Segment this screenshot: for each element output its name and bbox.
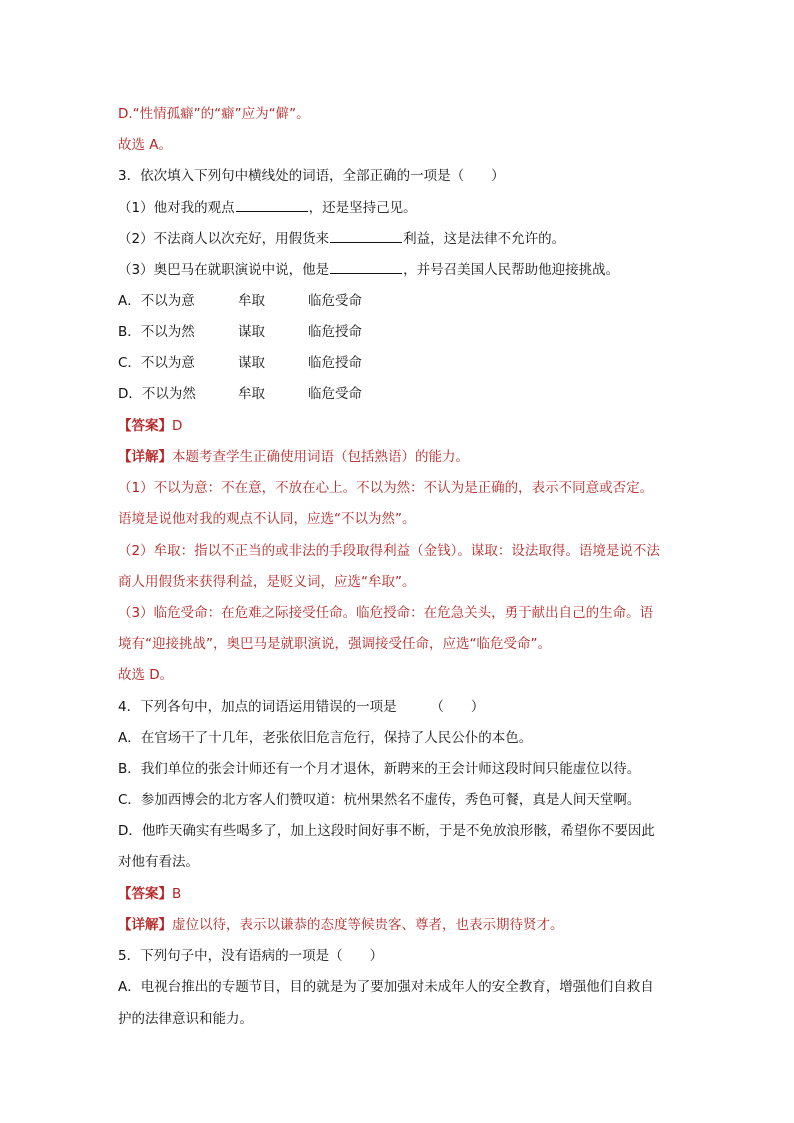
q4-detail-tag: 【详解】 [118,917,172,933]
q3-answer-tag: 【答案】 [118,418,172,434]
q3-option-b [118,322,362,342]
q4-answer-value: B [172,886,182,902]
q3-option-a-word-3: 临危受命 [308,293,362,309]
q5-option-a-line-2: 护的法律意识和能力。 [118,1011,253,1027]
q3-s3-pre: （3）奥巴马在就职演说中说，他是 [118,262,330,278]
q4-detail [118,915,564,935]
q3-option-c-word-2: 谋取 [238,355,265,371]
q4-option-a: A．在官场干了十几年，老张依旧危言危行，保持了人民公仆的本色。 [118,730,533,746]
q3-option-d-word-1: D．不以为然 [118,386,196,402]
q4-answer-tag: 【答案】 [118,886,172,902]
q3-option-a-word-2: 牟取 [238,293,265,309]
q3-sentence-1 [118,198,417,218]
q3-choose: 故选 D。 [118,667,174,683]
q4-answer [118,884,181,904]
q3-blank-1 [236,198,308,212]
q4-option-d-line-2: 对他有看法。 [118,854,199,870]
q5-option-a-line-1: A．电视台推出的专题节目，目的就是为了要加强对未成年人的安全教育，增强他们自救自 [118,979,654,995]
q3-explain-1-line-1: （1）不以为意：不在意，不放在心上。不以为然：不认为是正确的，表示不同意或否定。 [118,480,654,496]
q3-explain-2-line-2: 商人用假货来获得利益，是贬义词，应选“牟取”。 [118,574,416,590]
q3-s1-pre: （1）他对我的观点 [118,200,235,216]
q4-detail-text: 虚位以待，表示以谦恭的态度等候贵客、尊者，也表示期待贤才。 [172,917,564,933]
q3-explain-3-line-2: 境有“迎接挑战”，奥巴马是就职演说，强调接受任命，应选“临危受命”。 [118,636,551,652]
q3-blank-3 [330,260,402,274]
q3-s2-post: 利益，这是法律不允许的。 [403,231,566,247]
q3-option-a-word-1: A．不以为意 [118,293,195,309]
q3-stem: 3．依次填入下列句中横线处的词语，全部正确的一项是（ ） [118,168,505,184]
q3-explain-1-line-2: 语境是说他对我的观点不认同，应选“不以为然”。 [118,511,416,527]
q5-stem: 5．下列句子中，没有语病的一项是（ ） [118,948,384,964]
q3-s3-post: ，并号召美国人民帮助他迎接挑战。 [403,262,620,278]
q4-option-b: B．我们单位的张会计师还有一个月才退休，新聘来的王会计师这段时间只能虚位以待。 [118,761,641,777]
q3-sentence-2 [118,229,565,249]
q3-option-d-word-3: 临危受命 [308,386,362,402]
q3-option-d [118,384,362,404]
q3-option-b-word-3: 临危授命 [308,324,362,340]
q3-s1-post: ，还是坚持己见。 [308,200,417,216]
q4-option-d-line-1: D．他昨天确实有些喝多了，加上这段时间好事不断，于是不免放浪形骸，希望你不要因此 [118,823,655,839]
q3-answer-value: D [172,418,183,434]
q3-sentence-3 [118,260,619,280]
q3-detail [118,447,469,467]
prev-choose-answer: 故选 A。 [118,137,173,153]
q3-detail-text: 本题考查学生正确使用词语（包括熟语）的能力。 [172,449,469,465]
q3-detail-tag: 【详解】 [118,449,172,465]
q4-option-c: C．参加西博会的北方客人们赞叹道：杭州果然名不虚传，秀色可餐，真是人间天堂啊。 [118,792,641,808]
q3-option-c-word-1: C．不以为意 [118,355,195,371]
q3-blank-2 [330,229,402,243]
q3-option-b-word-2: 谋取 [238,324,265,340]
q3-s2-pre: （2）不法商人以次充好，用假货来 [118,231,330,247]
q3-option-c [118,353,362,373]
q3-explain-2-line-1: （2）牟取：指以不正当的或非法的手段取得利益（金钱）。谋取：设法取得。语境是说不法 [118,543,660,559]
q3-option-a [118,291,362,311]
q3-option-c-word-3: 临危授命 [308,355,362,371]
q4-stem: 4．下列各句中，加点的词语运用错误的一项是 （ ） [118,699,485,715]
q3-explain-3-line-1: （3）临危受命：在危难之际接受任命。临危授命：在危急关头，勇于献出自己的生命。语 [118,605,654,621]
prev-option-d-explanation: D.“性情孤癖”的“癖”应为“僻”。 [118,106,310,122]
q3-answer [118,416,182,436]
q3-option-b-word-1: B．不以为然 [118,324,195,340]
q3-option-d-word-2: 牟取 [238,386,265,402]
